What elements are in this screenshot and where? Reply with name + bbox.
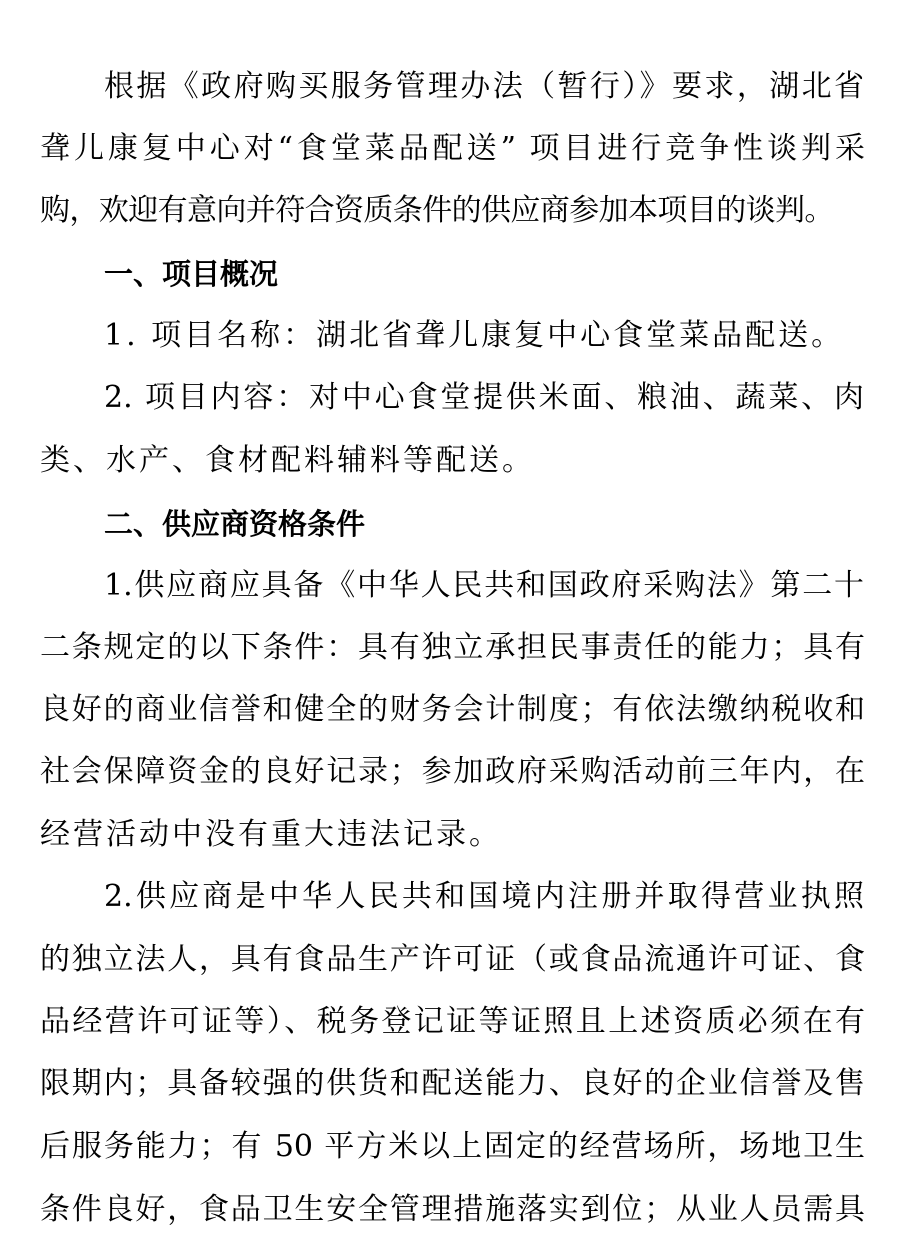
paragraph-intro-line-2: 聋儿康复中心对“食堂菜品配送” 项目进行竞争性谈判采 [40,131,865,166]
qualification-2-line-5: 后服务能力；有 50 平方米以上固定的经营场所，场地卫生 [40,1129,865,1164]
qualification-1-line-1: 1.供应商应具备《中华人民共和国政府采购法》第二十 [104,568,864,603]
qualification-2-line-1: 2.供应商是中华人民共和国境内注册并取得营业执照 [104,879,864,914]
qualification-1-line-4: 社会保障资金的良好记录；参加政府采购活动前三年内，在 [40,754,865,789]
qualification-2-line-6: 条件良好，食品卫生安全管理措施落实到位；从业人员需具 [40,1192,865,1227]
paragraph-intro-line-1: 根据《政府购买服务管理办法（暂行）》要求，湖北省 [104,69,864,104]
section-heading-qualifications: 二、供应商资格条件 [104,507,366,541]
qualification-2-line-4: 限期内；具备较强的供货和配送能力、良好的企业信誉及售 [40,1066,865,1101]
qualification-2-line-3: 品经营许可证等）、税务登记证等证照且上述资质必须在有 [40,1004,865,1039]
qualification-2-line-2: 的独立法人，具有食品生产许可证（或食品流通许可证、食 [40,942,865,977]
paragraph-intro-line-3: 购，欢迎有意向并符合资质条件的供应商参加本项目的谈判。 [40,193,834,228]
item-project-content-line-1: 2. 项目内容：对中心食堂提供米面、粮油、蔬菜、肉 [104,380,864,415]
qualification-1-line-3: 良好的商业信誉和健全的财务会计制度；有依法缴纳税收和 [40,692,865,727]
item-project-name: 1. 项目名称：湖北省聋儿康复中心食堂菜品配送。 [104,318,845,353]
section-heading-overview: 一、项目概况 [104,257,279,291]
qualification-1-line-2: 二条规定的以下条件：具有独立承担民事责任的能力；具有 [40,630,865,665]
item-project-content-line-2: 类、水产、食材配料辅料等配送。 [40,443,535,478]
qualification-1-line-5: 经营活动中没有重大违法记录。 [40,817,502,852]
